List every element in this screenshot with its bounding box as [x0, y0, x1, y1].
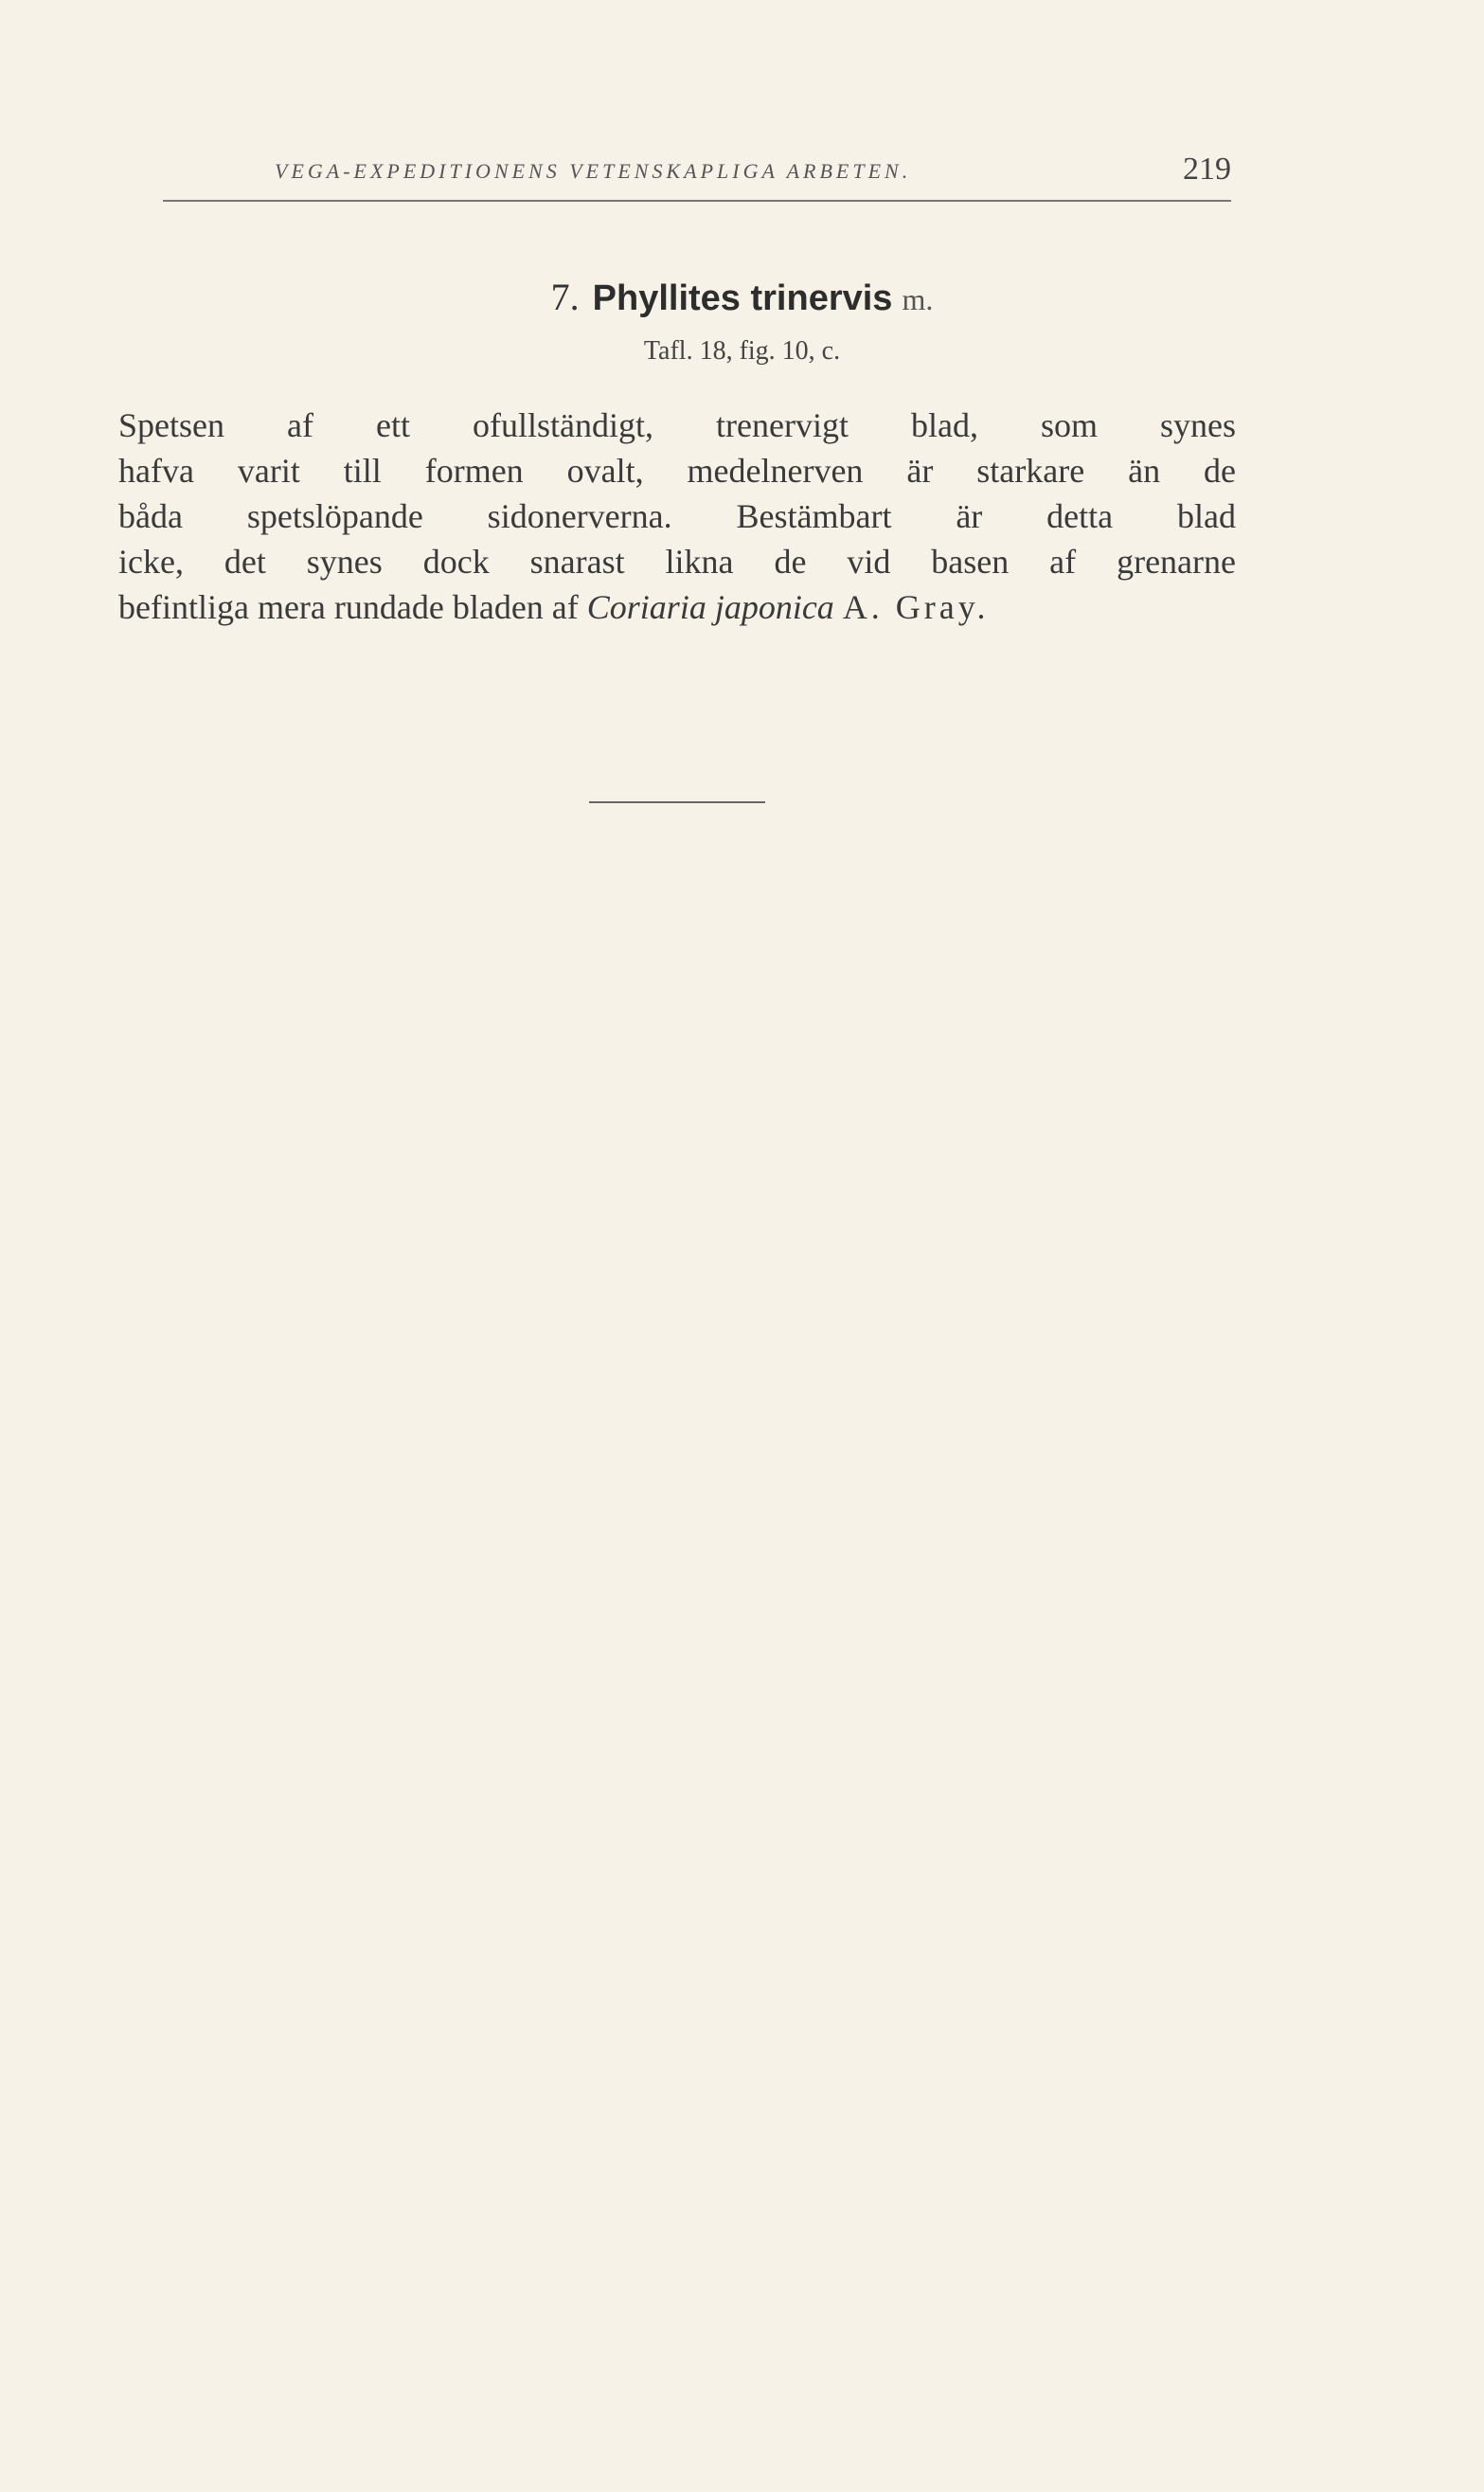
header-rule	[163, 200, 1231, 202]
body-paragraph	[118, 403, 1236, 630]
running-title: VEGA-EXPEDITIONENS VETENSKAPLIGA ARBETEN.	[275, 159, 912, 183]
paragraph-line: icke, det synes dock snarast likna de vid basen af grenarne	[118, 543, 1236, 581]
paragraph-line: båda spetslöpande sidonerverna. Bestämbart är detta blad	[118, 497, 1236, 535]
paragraph-line-final	[118, 584, 1236, 630]
species-title: Phyllites trinervis	[592, 278, 893, 318]
plate-reference: Tafl. 18, fig. 10, c.	[643, 336, 841, 366]
running-head	[161, 152, 1231, 195]
page-number: 219	[1183, 152, 1231, 187]
species-author: A. Gray.	[842, 588, 990, 626]
final-line-text: befintliga mera rundade bladen af	[118, 588, 579, 626]
species-title-author: m.	[902, 282, 934, 316]
section-heading	[0, 275, 1484, 319]
paragraph-line: Spetsen af ett ofullständigt, trenervigt blad, som synes	[118, 406, 1236, 444]
section-end-rule	[589, 801, 765, 803]
species-name: Coriaria japonica	[586, 588, 834, 626]
paragraph-line: hafva varit till formen ovalt, medelnerven är starkare än de	[118, 452, 1236, 490]
section-number: 7.	[550, 276, 580, 318]
